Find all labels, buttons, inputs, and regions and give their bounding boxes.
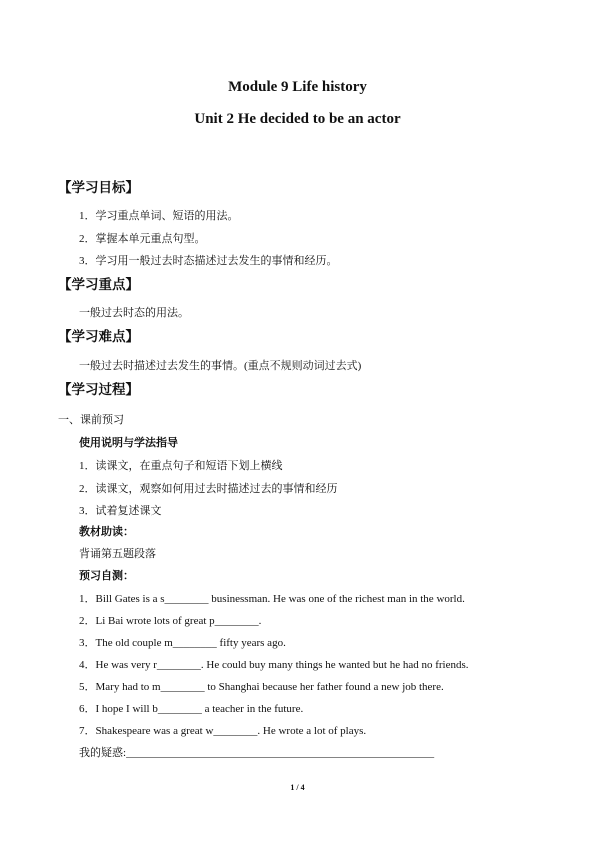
test-title: 预习自测： [79, 569, 134, 582]
unit-title: Unit 2 He decided to be an actor [194, 111, 401, 127]
aid-title: 教材助读： [79, 525, 134, 538]
process-heading: 【学习过程】 [58, 382, 139, 398]
doubt-label: 我的疑惑: [79, 747, 127, 759]
test-item: 3．The old couple m________ fifty years ago. [79, 637, 286, 649]
goals-heading: 【学习目标】 [58, 180, 139, 196]
guide-title: 使用说明与学法指导 [79, 436, 178, 449]
key-points-text: 一般过去时态的用法。 [79, 307, 189, 319]
doubt-blank[interactable]: ________________________________________________________ [126, 747, 435, 759]
goal-item: 1．学习重点单词、短语的用法。 [79, 210, 239, 222]
difficulties-heading: 【学习难点】 [58, 329, 139, 345]
guide-item: 3．试着复述课文 [79, 505, 162, 517]
test-item: 6．I hope I will b________ a teacher in the future. [79, 703, 304, 715]
test-item: 7．Shakespeare was a great w________. He wrote a lot of plays. [79, 725, 367, 737]
key-points-heading: 【学习重点】 [58, 277, 139, 293]
guide-item: 2．读课文，观察如何用过去时描述过去的事情和经历 [79, 483, 338, 495]
test-item: 4．He was very r________. He could buy many things he wanted but he had no friends. [79, 659, 469, 671]
guide-item: 1．读课文，在重点句子和短语下划上横线 [79, 460, 283, 472]
goal-item: 2．掌握本单元重点句型。 [79, 233, 206, 245]
doubt-row [79, 744, 434, 760]
test-item: 5．Mary had to m________ to Shanghai because her father found a new job there. [79, 681, 444, 693]
module-title: Module 9 Life history [228, 79, 367, 95]
goal-item: 3．学习用一般过去时态描述过去发生的事情和经历。 [79, 255, 338, 267]
page-number: 1 / 4 [290, 783, 305, 792]
test-item: 2．Li Bai wrote lots of great p________. [79, 615, 262, 627]
aid-text: 背诵第五题段落 [79, 548, 156, 560]
difficulties-text: 一般过去时描述过去发生的事情。(重点不规则动词过去式) [79, 360, 362, 372]
part1-label: 一、课前预习 [58, 414, 124, 426]
test-item: 1．Bill Gates is a s________ businessman. He was one of the richest man in the world. [79, 593, 465, 605]
